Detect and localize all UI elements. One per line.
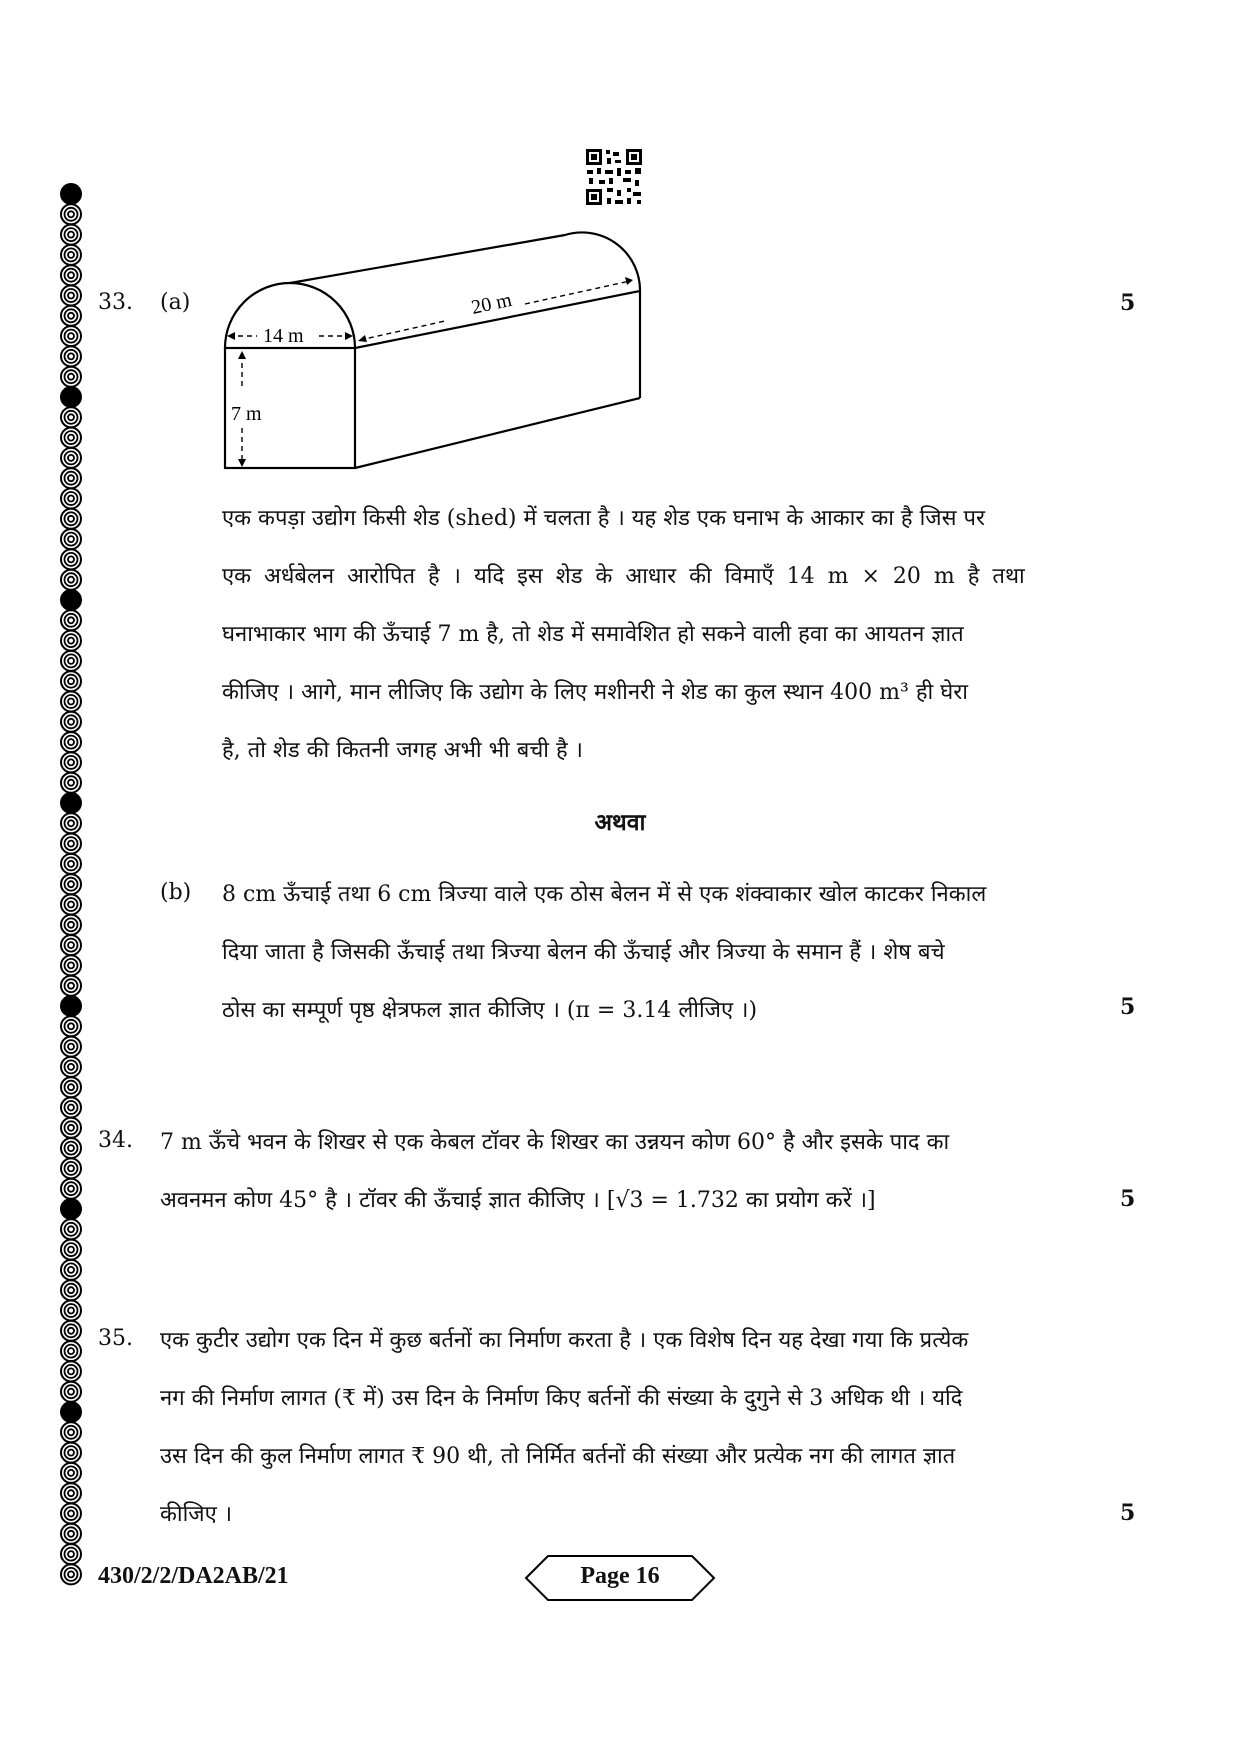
question-35-number: 35.: [98, 1326, 133, 1351]
margin-bullseye-circle: [61, 570, 81, 590]
qr-code: [585, 148, 643, 206]
margin-bullseye-circle: [61, 1483, 81, 1503]
margin-bullseye-circle: [61, 245, 81, 265]
q35-line-1: एक कुटीर उद्योग एक दिन में कुछ बर्तनों का निर्माण करता है । एक विशेष दिन यह देखा गया कि प्रत्येक: [160, 1328, 969, 1353]
margin-bullseye-circle: [61, 509, 81, 529]
paper-code: 430/2/2/DA2AB/21: [98, 1563, 289, 1589]
margin-bullseye-circle: [61, 1179, 81, 1199]
margin-bullseye-circle: [61, 935, 81, 955]
q33a-line-2: एक अर्धबेलन आरोपित है । यदि इस शेड के आधार की विमाएँ 14 m × 20 m है तथा: [222, 564, 1025, 589]
margin-circle-strip: [56, 182, 86, 1600]
margin-bullseye-circle: [61, 1524, 81, 1544]
q35-line-2: नग की निर्माण लागत (₹ में) उस दिन के निर्माण किए बर्तनों की संख्या के दुगुने से 3 अधिक थी । यदि: [160, 1386, 963, 1411]
question-33-part-b-label: (b): [160, 880, 192, 905]
margin-bullseye-circle: [61, 1301, 81, 1321]
margin-bullseye-circle: [61, 895, 81, 915]
or-label: अथवा: [594, 809, 646, 836]
margin-bullseye-circle: [61, 1321, 81, 1341]
q33a-line-5: है, तो शेड की कितनी जगह अभी भी बची है ।: [222, 738, 583, 763]
question-33-number: 33.: [98, 290, 133, 315]
margin-solid-circle: [61, 1402, 81, 1422]
margin-bullseye-circle: [61, 1260, 81, 1280]
q33a-line-4: कीजिए । आगे, मान लीजिए कि उद्योग के लिए मशीनरी ने शेड का कुल स्थान 400 m³ ही घेरा: [222, 680, 968, 705]
margin-solid-circle: [61, 1199, 81, 1219]
margin-bullseye-circle: [61, 813, 81, 833]
margin-bullseye-circle: [61, 265, 81, 285]
margin-solid-circle: [61, 996, 81, 1016]
margin-bullseye-circle: [61, 326, 81, 346]
shed-figure: [215, 228, 655, 478]
q35-line-4: कीजिए ।: [160, 1502, 233, 1527]
height-label: 7 m: [231, 403, 262, 425]
margin-bullseye-circle: [61, 1016, 81, 1036]
margin-solid-circle: [61, 387, 81, 407]
margin-bullseye-circle: [61, 1098, 81, 1118]
question-33b-text: [222, 866, 1084, 1040]
margin-bullseye-circle: [61, 367, 81, 387]
margin-bullseye-circle: [61, 407, 81, 427]
page-number: Page 16: [580, 1563, 660, 1589]
margin-bullseye-circle: [61, 651, 81, 671]
margin-bullseye-circle: [61, 631, 81, 651]
q33b-line-1: 8 cm ऊँचाई तथा 6 cm त्रिज्या वाले एक ठोस बेलन में से एक शंक्वाकार खोल काटकर निकाल: [222, 882, 987, 907]
margin-bullseye-circle: [61, 1240, 81, 1260]
margin-bullseye-circle: [61, 1564, 81, 1584]
length-label: 20 m: [469, 288, 514, 319]
question-34-marks: 5: [1120, 1186, 1136, 1212]
margin-bullseye-circle: [61, 1077, 81, 1097]
margin-bullseye-circle: [61, 225, 81, 245]
margin-bullseye-circle: [61, 1382, 81, 1402]
margin-bullseye-circle: [61, 1463, 81, 1483]
margin-bullseye-circle: [61, 834, 81, 854]
margin-bullseye-circle: [61, 1118, 81, 1138]
margin-bullseye-circle: [61, 692, 81, 712]
margin-bullseye-circle: [61, 915, 81, 935]
margin-bullseye-circle: [61, 1158, 81, 1178]
margin-bullseye-circle: [61, 874, 81, 894]
margin-solid-circle: [61, 590, 81, 610]
margin-bullseye-circle: [61, 1361, 81, 1381]
margin-bullseye-circle: [61, 1341, 81, 1361]
margin-bullseye-circle: [61, 286, 81, 306]
margin-bullseye-circle: [61, 346, 81, 366]
margin-bullseye-circle: [61, 428, 81, 448]
question-33b-marks: 5: [1120, 994, 1136, 1020]
q34-line-1: 7 m ऊँचे भवन के शिखर से एक केबल टॉवर के शिखर का उन्नयन कोण 60° है और इसके पाद का: [160, 1130, 950, 1155]
margin-bullseye-circle: [61, 976, 81, 996]
margin-bullseye-circle: [61, 671, 81, 691]
margin-bullseye-circle: [61, 204, 81, 224]
margin-bullseye-circle: [61, 1037, 81, 1057]
q34-line-2: अवनमन कोण 45° है । टॉवर की ऊँचाई ज्ञात कीजिए । [√3 = 1.732 का प्रयोग करें ।]: [160, 1188, 876, 1213]
margin-bullseye-circle: [61, 610, 81, 630]
margin-bullseye-circle: [61, 773, 81, 793]
margin-solid-circle: [61, 793, 81, 813]
question-35-marks: 5: [1120, 1500, 1136, 1526]
margin-bullseye-circle: [61, 854, 81, 874]
question-33-part-a-label: (a): [160, 290, 191, 315]
question-34-text: [160, 1114, 1084, 1230]
margin-bullseye-circle: [61, 549, 81, 569]
margin-bullseye-circle: [61, 1443, 81, 1463]
q33a-line-1: एक कपड़ा उद्योग किसी शेड (shed) में चलता है । यह शेड एक घनाभ के आकार का है जिस पर: [222, 506, 985, 531]
margin-bullseye-circle: [61, 752, 81, 772]
margin-bullseye-circle: [61, 1219, 81, 1239]
margin-bullseye-circle: [61, 1504, 81, 1524]
question-34-number: 34.: [98, 1128, 133, 1153]
margin-bullseye-circle: [61, 732, 81, 752]
q35-line-3: उस दिन की कुल निर्माण लागत ₹ 90 थी, तो निर्मित बर्तनों की संख्या और प्रत्येक नग की लागत ज्ञात: [160, 1444, 956, 1469]
question-33a-text: [222, 490, 1084, 780]
margin-bullseye-circle: [61, 489, 81, 509]
margin-bullseye-circle: [61, 529, 81, 549]
margin-bullseye-circle: [61, 1544, 81, 1564]
margin-bullseye-circle: [61, 306, 81, 326]
q33b-line-2: दिया जाता है जिसकी ऊँचाई तथा त्रिज्या बेलन की ऊँचाई और त्रिज्या के समान हैं । शेष बचे: [222, 940, 945, 965]
q33b-line-3: ठोस का सम्पूर्ण पृष्ठ क्षेत्रफल ज्ञात कीजिए । (π = 3.14 लीजिए ।): [222, 998, 758, 1023]
margin-bullseye-circle: [61, 955, 81, 975]
margin-bullseye-circle: [61, 1138, 81, 1158]
q33a-line-3: घनाभाकार भाग की ऊँचाई 7 m है, तो शेड में समावेशित हो सकने वाली हवा का आयतन ज्ञात: [222, 622, 964, 647]
margin-bullseye-circle: [61, 712, 81, 732]
margin-bullseye-circle: [61, 1422, 81, 1442]
question-35-text: [160, 1312, 1084, 1544]
margin-bullseye-circle: [61, 468, 81, 488]
width-label: 14 m: [263, 325, 304, 347]
margin-bullseye-circle: [61, 448, 81, 468]
margin-bullseye-circle: [61, 1057, 81, 1077]
question-33a-marks: 5: [1120, 290, 1136, 316]
margin-bullseye-circle: [61, 1280, 81, 1300]
margin-solid-circle: [61, 184, 81, 204]
